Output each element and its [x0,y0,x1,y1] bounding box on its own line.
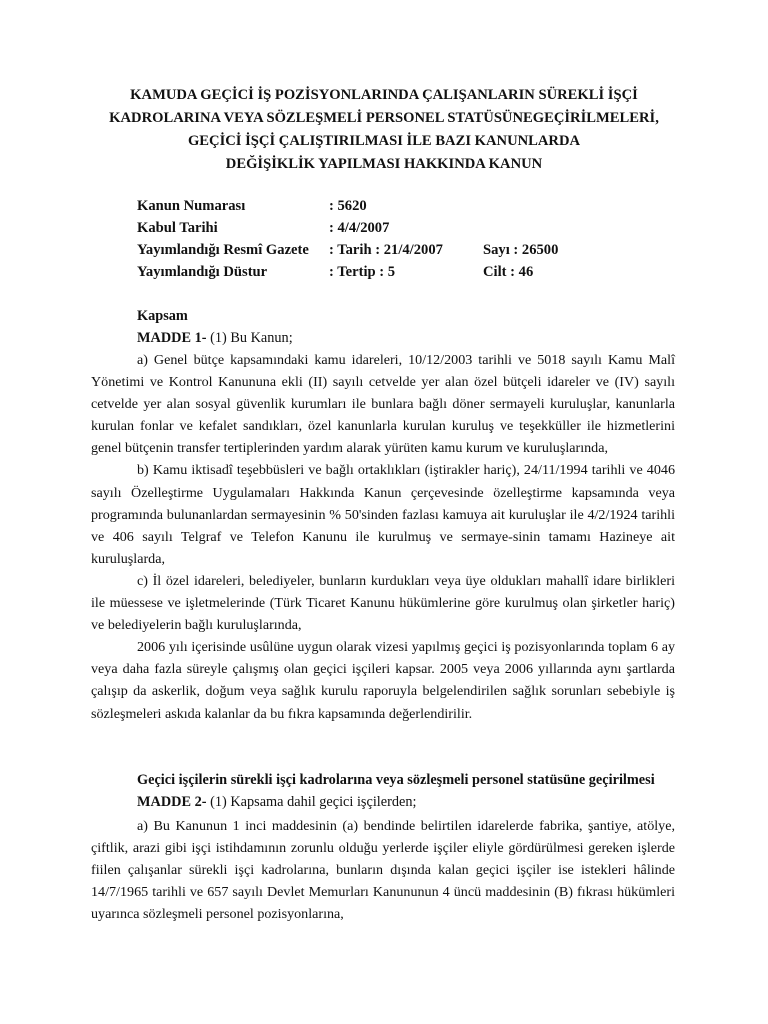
paragraph-1-closing: 2006 yılı içerisinde usûlüne uygun olarak vizesi yapılmış geçici iş pozisyonlarında toplam 6 ay veya daha fazla süreyle çalışmış olan geçici işçileri kapsar. 2005 veya 2006 yıllarında aynı şartlarda çalışıp da askerlik, doğum veya sağlık kurulu raporuyla belgelendirilen sağlık sorunları sebebiyle iş sözleşmeleri askıda kalanlar da bu fıkra kapsamında değerlendirilir. [91,639,675,722]
article-text: (1) Kapsama dahil geçici işçilerden; [206,794,417,810]
paragraph-2a: a) Bu Kanunun 1 inci maddesinin (a) bendinde belirtilen idarelerde fabrika, şantiye, atölye, çiftlik, arazi gibi işçi istihdamının zorunlu olduğu yerlerde işçiler eliyle gördürülmesi gereken işlerde fiilen çalışanlar sürekli işçi kadrolarına, bunların dışında kalan geçici işçiler ise istekleri hâlinde 14/7/1965 tarihli ve 657 sayılı Devlet Memurları Kanununun 4 üncü maddesinin (B) fıkrası hükümleri uyarınca sözleşmeli personel pozisyonlarına, [91,818,675,923]
meta-label: Yayımlandığı Resmî Gazete [137,242,309,258]
section-heading-scope: Kapsam [137,308,188,324]
article-2-body [91,815,675,925]
document-title [60,84,708,176]
meta-label: Yayımlandığı Düstur [137,264,268,280]
meta-label: Kabul Tarihi [137,220,218,236]
meta-extra: Sayı : 26500 [483,242,559,258]
article-1-body [91,349,675,725]
meta-value: : 4/4/2007 [329,220,390,236]
title-line-3: GEÇİCİ İŞÇİ ÇALIŞTIRILMASI İLE BAZI KANUNLARDA [187,133,581,149]
article-label: MADDE 2- [137,794,207,810]
meta-value: : Tertip : 5 [329,264,396,280]
title-line-1: KAMUDA GEÇİCİ İŞ POZİSYONLARINDA ÇALIŞANLARIN SÜREKLİ İŞÇİ [130,87,638,103]
article-2-intro [137,791,417,813]
article-label: MADDE 1- [137,330,207,346]
meta-label: Kanun Numarası [137,198,246,214]
meta-value: : 5620 [329,198,367,214]
article-1-intro [137,327,293,349]
title-line-2: KADROLARINA VEYA SÖZLEŞMELİ PERSONEL STATÜSÜNEGEÇİRİLMELERİ, [109,110,659,126]
meta-value: : Tarih : 21/4/2007 [329,242,443,258]
meta-extra: Cilt : 46 [483,264,534,280]
article-text: (1) Bu Kanun; [206,330,293,346]
paragraph-1c: c) İl özel idareleri, belediyeler, bunların kurdukları veya üye oldukları mahallî idare birlikleri ile müessese ve işletmelerinde (Türk Ticaret Kanunu hükümlerine göre kurulmuş olan şirketler hariç) ve belediyelerin bağlı kuruluşlarında, [91,572,675,634]
paragraph-1b: b) Kamu iktisadî teşebbüsleri ve bağlı ortaklıkları (iştirakler hariç), 24/11/1994 tarihli ve 4046 sayılı Özelleştirme Uygulamaları Hakkında Kanun çerçevesinde özelleştirme kapsamında veya programında bulunanlardan sermayesinin % 50'sinden fazlası kamuya ait kuruluşlar ile 4/2/1924 tarihli ve 406 sayılı Telgraf ve Telefon Kanunu ile kurulmuş ve sermaye-sinin tamamı Hazineye ait kuruluşlarda, [91,462,675,567]
paragraph-1a: a) Genel bütçe kapsamındaki kamu idareleri, 10/12/2003 tarihli ve 5018 sayılı Kamu Malî Yönetimi ve Kontrol Kanununa ekli (II) sayılı cetvelde yer alan özel bütçeli idareler ve (IV) sayılı cetvelde yer alan sosyal güvenlik kurumları ile bunlara bağlı döner sermayeli kuruluşlar, kanunlarla kurulan fonlar ve kefalet sandıkları, özel kanunlarla kurulan kuruluş ve teşekküller ile hizmetlerini genel bütçenin transfer tertiplerinden yardım alarak yürüten kamu kurum ve kuruluşlarında, [91,352,675,457]
section-heading-transfer: Geçici işçilerin sürekli işçi kadrolarına veya sözleşmeli personel statüsüne geçirilmesi [137,772,655,788]
title-line-4: DEĞİŞİKLİK YAPILMASI HAKKINDA KANUN [225,156,543,172]
